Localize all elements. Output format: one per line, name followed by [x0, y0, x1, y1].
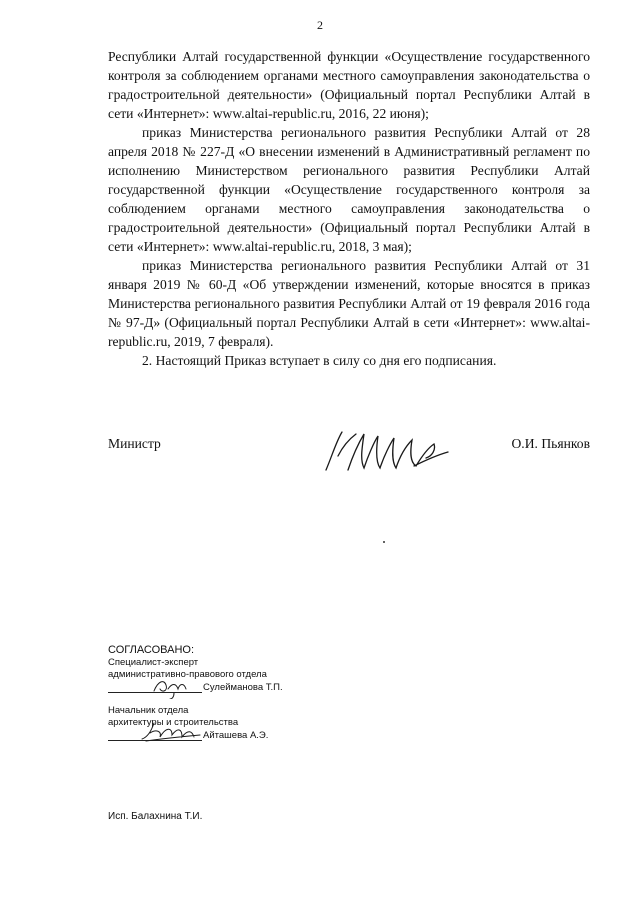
approver-2-name: Айташева А.Э.: [203, 730, 269, 741]
paragraph-3: приказ Министерства регионального развития Республики Алтай от 31 января 2019 № 60-Д «Об утверждении изменений, которые вносятся в приказ Министерства регионального развития Республики Алтай от 19 февраля 2016 года № 97-Д» (Официальный портал Республики Алтай в сети «Интернет»: www.altai-republic.ru, 2019, 7 февраля).: [108, 258, 590, 349]
signature-block: [108, 432, 590, 482]
approver-1-position-line2: административно-правового отдела: [108, 669, 267, 680]
approver-1-name: Сулейманова Т.П.: [203, 682, 283, 693]
approver-2-position-line1: Начальник отдела: [108, 705, 189, 716]
paragraph-2: приказ Министерства регионального развития Республики Алтай от 28 апреля 2018 № 227-Д «О внесении изменений в Административный регламент по исполнению Министерством регионального развития Республики Алтай государственной функции «Осуществление государственного контроля за соблюдением органами местного самоуправления законодательства о градостроительной деятельности» (Официальный портал Республики Алтай в сети «Интернет»: www.altai-republic.ru, 2018, 3 мая);: [108, 125, 590, 254]
document-body: [108, 47, 590, 370]
approval-block: [108, 643, 408, 745]
approver-1-sign-line: [108, 681, 408, 697]
approver-1-position-line1: Специалист-эксперт: [108, 657, 199, 668]
signatory-title: Министр: [108, 436, 161, 451]
signatory-name: О.И. Пьянков: [511, 436, 590, 451]
executor-note: Исп. Балахнина Т.И.: [108, 811, 203, 822]
handwritten-signature: [318, 426, 458, 478]
page-number: 2: [317, 18, 323, 32]
paragraph-4: 2. Настоящий Приказ вступает в силу со дня его подписания.: [142, 353, 497, 368]
approver-2-sign-line: [108, 729, 408, 745]
paragraph-1: Республики Алтай государственной функции «Осуществление государственного контроля за соблюдением органами местного самоуправления законодательства о градостроительной деятельности» (Официальный портал Республики Алтай в сети «Интернет»: www.altai-republic.ru, 2016, 22 июня);: [108, 49, 590, 121]
approval-heading: СОГЛАСОВАНО:: [108, 644, 195, 656]
scan-speck: [383, 541, 385, 543]
approver-2-signature: [138, 719, 208, 745]
approver-1-signature: [148, 675, 208, 699]
approver-2-position-line2: архитектуры и строительства: [108, 717, 239, 728]
